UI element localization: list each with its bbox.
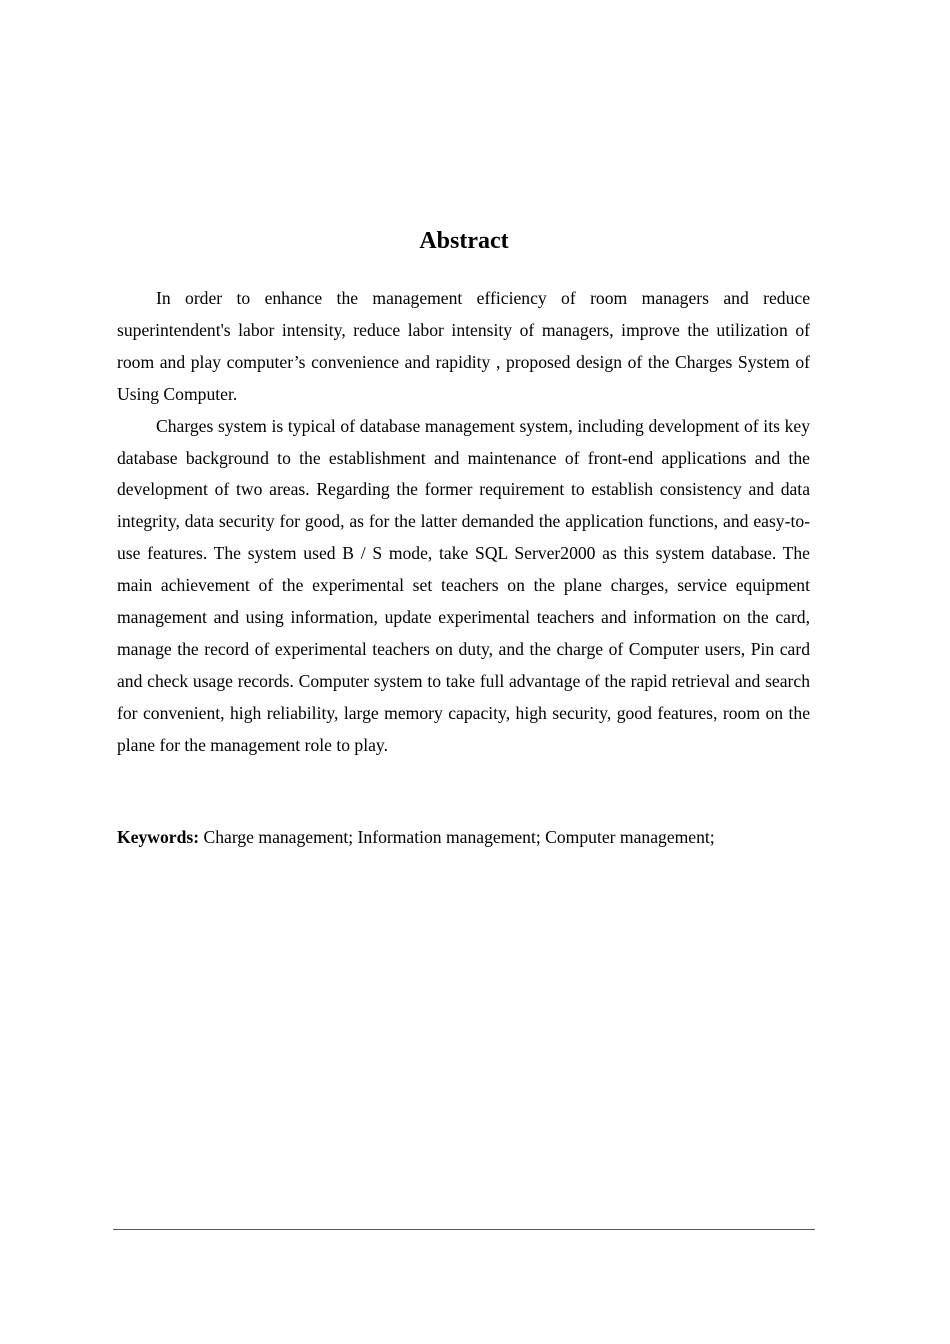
keywords-line [117,822,810,853]
abstract-body [117,283,810,762]
keywords-label: Keywords: [117,827,200,847]
abstract-paragraph-2: Charges system is typical of database management system, including development of its key database background to the establishment and maintenance of front-end applications and the development of two areas. Regarding the former requirement to establish consistency and data integrity, data security for good, as for the latter demanded the application functions, and easy-to-use features. The system used B / S mode, take SQL Server2000 as this system database. The main achievement of the experimental set teachers on the plane charges, service equipment management and using information, update experimental teachers and information on the card, manage the record of experimental teachers on duty, and the charge of Computer users, Pin card and check usage records. Computer system to take full advantage of the rapid retrieval and search for convenient, high reliability, large memory capacity, high security, good features, room on the plane for the management role to play. [117,415,810,755]
keywords-text: Charge management; Information management; Computer management; [199,827,715,847]
page-title: Abstract [419,228,509,254]
footer-divider [113,1229,815,1230]
abstract-paragraph-1: In order to enhance the management efficiency of room managers and reduce superintendent's labor intensity, reduce labor intensity of managers, improve the utilization of room and play computer’s convenience and rapidity , proposed design of the Charges System of Using Computer. [117,288,810,404]
